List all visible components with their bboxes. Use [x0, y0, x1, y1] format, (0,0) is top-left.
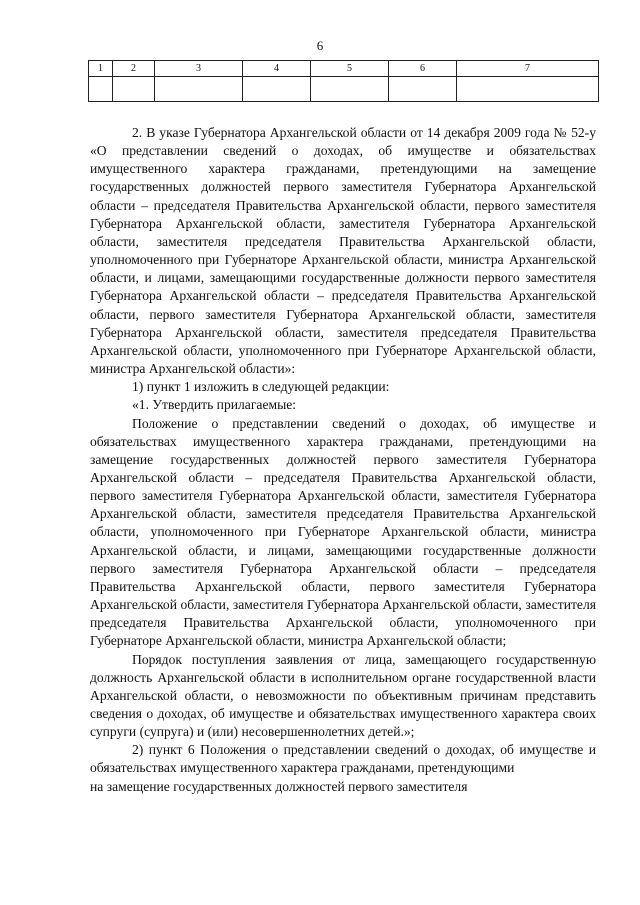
table-cell: 4 [243, 61, 311, 77]
paragraph-item-1: 1) пункт 1 изложить в следующей редакции: [132, 379, 390, 395]
table-cell: 2 [113, 61, 155, 77]
table-cell: 5 [311, 61, 389, 77]
paragraph-continuation: на замещение государственных должностей первого заместителя [90, 778, 468, 794]
table-cell: 3 [155, 61, 243, 77]
table-cell [311, 77, 389, 102]
table-cell [389, 77, 457, 102]
document-body [90, 124, 596, 796]
page-number: 6 [316, 38, 324, 53]
table-cell [89, 77, 113, 102]
table-cell [457, 77, 599, 102]
table-cell: 6 [389, 61, 457, 77]
table-cell: 1 [89, 61, 113, 77]
table-cell: 7 [457, 61, 599, 77]
table-header [88, 60, 599, 102]
table-row [89, 61, 599, 77]
paragraph-procedure: Порядок поступления заявления от лица, замещающего государственную должность Архангельской области в исполнительном органе государственной власти Архангельской области, о невозможности по объективным причинам представить сведения о доходах, об имуществе и обязательствах имущественного характера своих супруги (супруга) и (или) несовершеннолетних детей.»; [90, 651, 596, 740]
table-cell [155, 77, 243, 102]
table-cell [243, 77, 311, 102]
table-cell [113, 77, 155, 102]
table-row [89, 77, 599, 102]
paragraph-amendment: 2. В указе Губернатора Архангельской области от 14 декабря 2009 года № 52-у «О представлении сведений о доходах, об имуществе и обязательствах имущественного характера гражданами, претендующими на замещение государственных должностей первого заместителя Губернатора Архангельской области – председателя Правительства Архангельской области, первого заместителя Губернатора Архангельской области, заместителя Губернатора Архангельской области, заместителя председателя Правительства Архангельской области, уполномоченного при Губернаторе Архангельской области, министра Архангельской области, и лицами, замещающими государственные должности первого заместителя Губернатора Архангельской области – председателя Правительства Архангельской области, первого заместителя Губернатора Архангельской области, заместителя Губернатора Архангельской области, заместителя председателя Правительства Архангельской области, уполномоченного при Губернаторе Архангельской области, министра Архангельской области»: [90, 125, 596, 377]
paragraph-regulation: Положение о представлении сведений о доходах, об имуществе и обязательствах имущественного характера гражданами, претендующими на замещение государственных должностей первого заместителя Губернатора Архангельской области – председателя Правительства Архангельской области, первого заместителя Губернатора Архангельской области, заместителя Губернатора Архангельской области, заместителя председателя Правительства Архангельской области, уполномоченного при Губернаторе Архангельской области, министра Архангельской области, и лицами, замещающими государственные должности первого заместителя Губернатора Архангельской области – председателя Правительства Архангельской области, первого заместителя Губернатора Архангельской области, заместителя Губернатора Архангельской области, заместителя председателя Правительства Архангельской области, уполномоченного при Губернаторе Архангельской области, министра Архангельской области; [90, 415, 596, 649]
paragraph-item-2: 2) пункт 6 Положения о представлении сведений о доходах, об имуществе и обязательствах имущественного характера гражданами, претендующими [90, 742, 596, 776]
paragraph-quote-start: «1. Утвердить прилагаемые: [132, 397, 297, 413]
